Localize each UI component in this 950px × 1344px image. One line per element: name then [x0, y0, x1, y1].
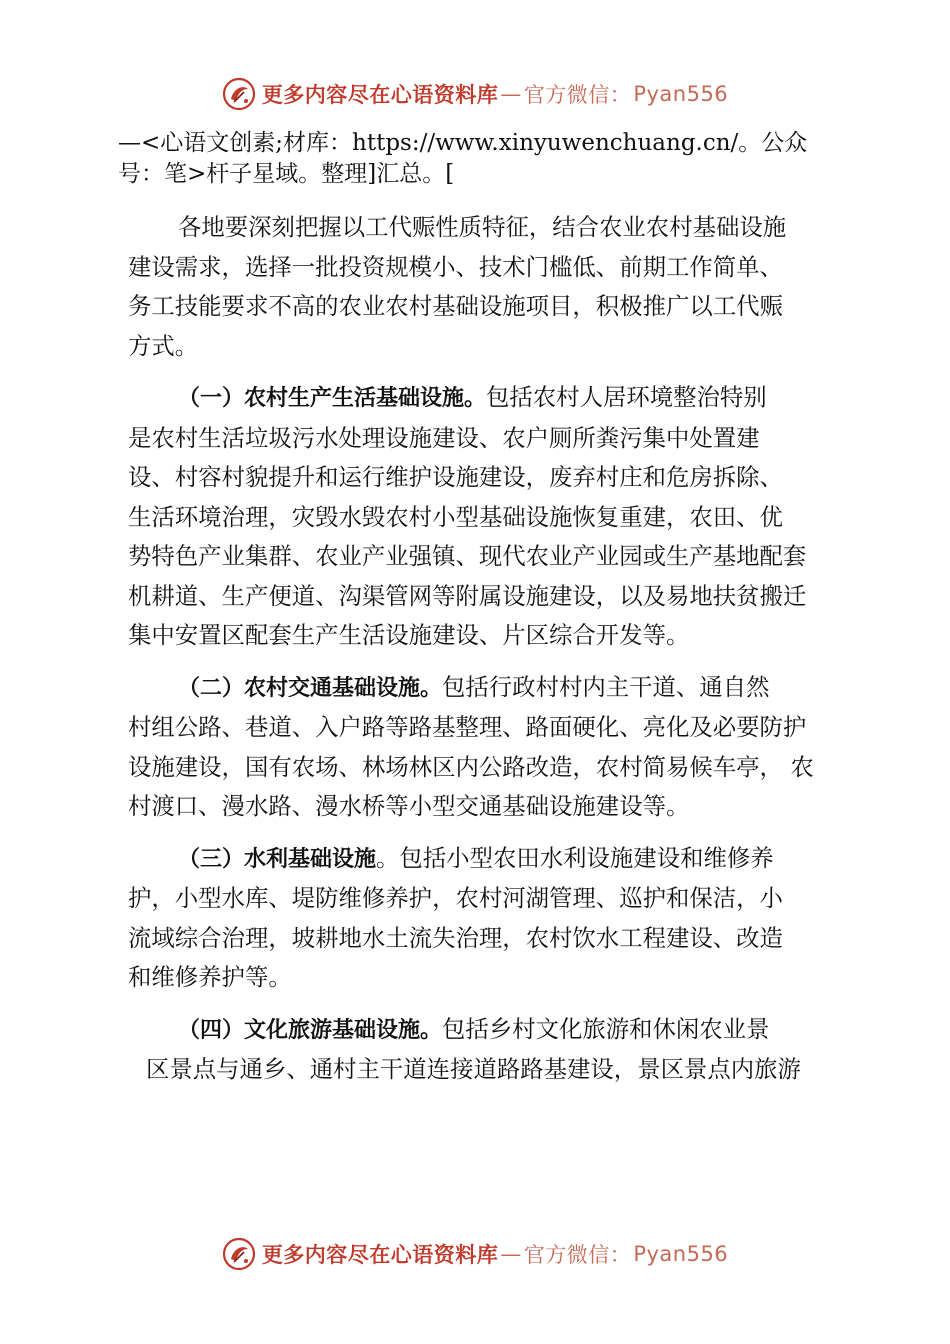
section-4-paragraph [128, 1010, 842, 1090]
intro-paragraph [128, 208, 842, 366]
paragraph-line: 护，小型水库、堤防维修养护，农村河湖管理、巡护和保洁，小 [128, 884, 783, 912]
paragraph-line: 是农村生活垃圾污水处理设施建设、农户厕所粪污集中处置建 [128, 423, 760, 452]
source-line-2: 号：笔>杆子星域。整理]汇总。[ [118, 161, 455, 187]
section-1-paragraph [128, 378, 842, 656]
header-watermark-banner [0, 74, 950, 114]
paragraph-line [128, 839, 842, 880]
section-2-first-text: 包括行政村村内主干道、通自然 [442, 672, 770, 701]
banner-wechat-id: Pyan556 [633, 1242, 729, 1266]
paragraph-line: 设施建设，国有农场、林场林区内公路改造，农村简易候车亭， 农 [128, 752, 814, 781]
footer-watermark-banner [0, 1234, 950, 1274]
paragraph-line: 设、村容村貌提升和运行维护设施建设，废弃村庄和危房拆除、 [128, 463, 783, 491]
section-1-heading: （一）农村生产生活基础设施。 [178, 386, 487, 411]
xinyu-logo-icon [222, 77, 256, 111]
xinyu-logo-icon [222, 1237, 256, 1271]
document-body [128, 208, 842, 1090]
banner-wechat-label: 官方微信： [523, 83, 632, 107]
paragraph-line: 生活环境治理，灾毁水毁农村小型基础设施恢复重建，农田、优 [128, 502, 783, 531]
banner-main-text: 更多内容尽在心语资料库 [261, 83, 499, 107]
section-1-first-text: 包括农村人居环境整治特别 [486, 383, 767, 411]
section-2-heading: （二）农村交通基础设施。 [178, 675, 443, 701]
banner-separator: — [500, 82, 522, 106]
section-4-heading: （四）文化旅游基础设施。 [178, 1017, 443, 1043]
paragraph-line [128, 1010, 842, 1051]
paragraph-line: 机耕道、生产便道、沟渠管网等附属设施建设，以及易地扶贫搬迁 [128, 581, 807, 610]
section-3-paragraph [128, 839, 842, 998]
paragraph-line: 务工技能要求不高的农业农村基础设施项目，积极推广以工代赈 [128, 292, 783, 320]
paragraph-line: 方式。 [128, 331, 199, 360]
paragraph-line [128, 668, 842, 709]
section-4-first-text: 包括乡村文化旅游和休闲农业景 [442, 1014, 770, 1043]
paragraph-line: 各地要深刻把握以工代赈性质特征，结合农业农村基础设施 [178, 213, 787, 241]
banner-wechat-id: Pyan556 [633, 82, 729, 106]
paragraph-line: 集中安置区配套生产生活设施建设、片区综合开发等。 [128, 621, 690, 649]
paragraph-line: 村渡口、漫水路、漫水桥等小型交通基础设施建设等。 [128, 792, 690, 820]
paragraph-line [128, 378, 842, 419]
paragraph-line: 村组公路、巷道、入户路等路基整理、路面硬化、亮化及必要防护 [128, 713, 807, 741]
source-line-1: —<心语文创素;材库：https://www.xinyuwenchuang.cn/。公众 [118, 130, 808, 156]
section-3-first-text: 。包括小型农田水利设施建设和维修养 [376, 843, 774, 872]
section-3-heading: （三）水利基础设施 [178, 846, 377, 872]
section-2-paragraph [128, 668, 842, 827]
banner-separator: — [500, 1242, 522, 1266]
paragraph-line: 和维修养护等。 [128, 963, 292, 991]
paragraph-line: 势特色产业集群、农业产业强镇、现代农业产业园或生产基地配套 [128, 542, 807, 570]
paragraph-line: 建设需求，选择一批投资规模小、技术门槛低、前期工作简单、 [128, 252, 783, 281]
paragraph-line: 流域综合治理，坡耕地水土流失治理，农村饮水工程建设、改造 [128, 923, 783, 952]
paragraph-line: 区景点与通乡、通村主干道连接道路路基建设，景区景点内旅游 [146, 1055, 801, 1083]
source-note [118, 128, 838, 190]
banner-wechat-label: 官方微信： [523, 1243, 632, 1267]
banner-main-text: 更多内容尽在心语资料库 [261, 1243, 499, 1267]
